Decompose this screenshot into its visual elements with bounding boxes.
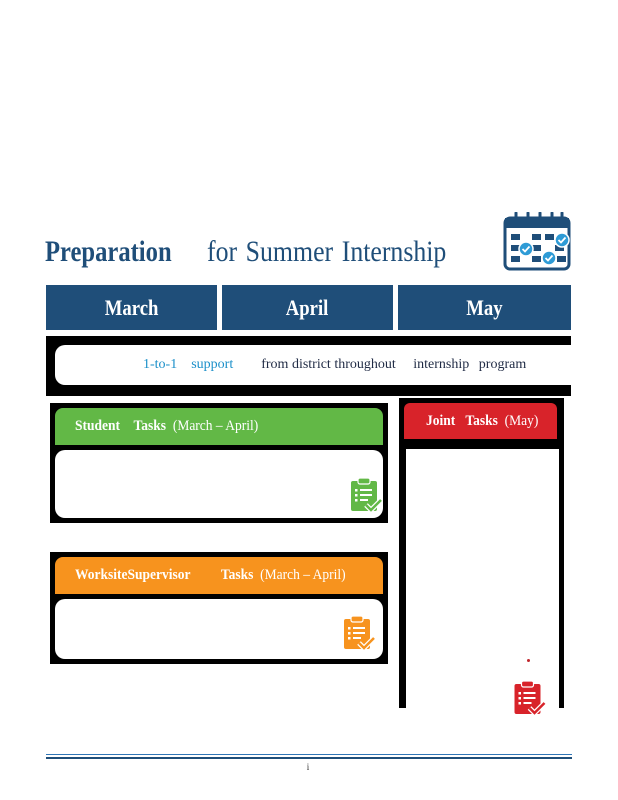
joint-tasks-body [406,449,559,708]
date-range: (May) [504,413,539,429]
title-word: Internship [342,235,447,268]
support-word: district [291,357,331,372]
clipboard-check-icon [350,477,382,513]
calendar-check-icon [502,212,572,272]
support-word: program [478,357,527,372]
date-range: (March – April) [260,567,346,583]
title-rest [207,232,446,272]
title-word: Summer [246,235,334,268]
tasks-label: Tasks [133,418,167,434]
support-word: from [261,357,289,372]
date-range: (March – April) [172,418,259,434]
worksite-tasks-header [55,557,383,594]
support-word: throughout [334,357,396,372]
student-tasks-body [55,450,383,518]
joint-tasks-header [404,403,557,439]
student-label: Student [75,418,121,434]
support-banner [55,345,585,385]
month-april [222,285,393,330]
page-title [45,232,486,272]
title-bold: Preparation [45,235,172,268]
month-march [46,285,217,330]
tasks-label: Tasks [465,413,498,429]
joint-dot [527,659,530,662]
student-tasks-header [55,408,383,445]
footer-rule [46,757,572,759]
support-text-support: support [191,357,234,372]
clipboard-check-icon [513,680,546,716]
month-label: April [286,295,329,320]
joint-label: Joint [426,413,456,429]
support-word: internship [413,357,470,372]
tasks-label: Tasks [220,567,254,583]
footer-rule [46,754,572,755]
worksite-supervisor-label: WorksiteSupervisor [75,567,191,583]
month-label: May [466,295,503,320]
month-label: March [104,295,159,320]
page-number: i [306,762,310,772]
clipboard-check-icon [343,615,375,651]
support-text-1to1: 1-to-1 [143,357,178,372]
worksite-tasks-body [55,599,383,659]
month-may [398,285,571,330]
title-word: for [207,235,238,268]
